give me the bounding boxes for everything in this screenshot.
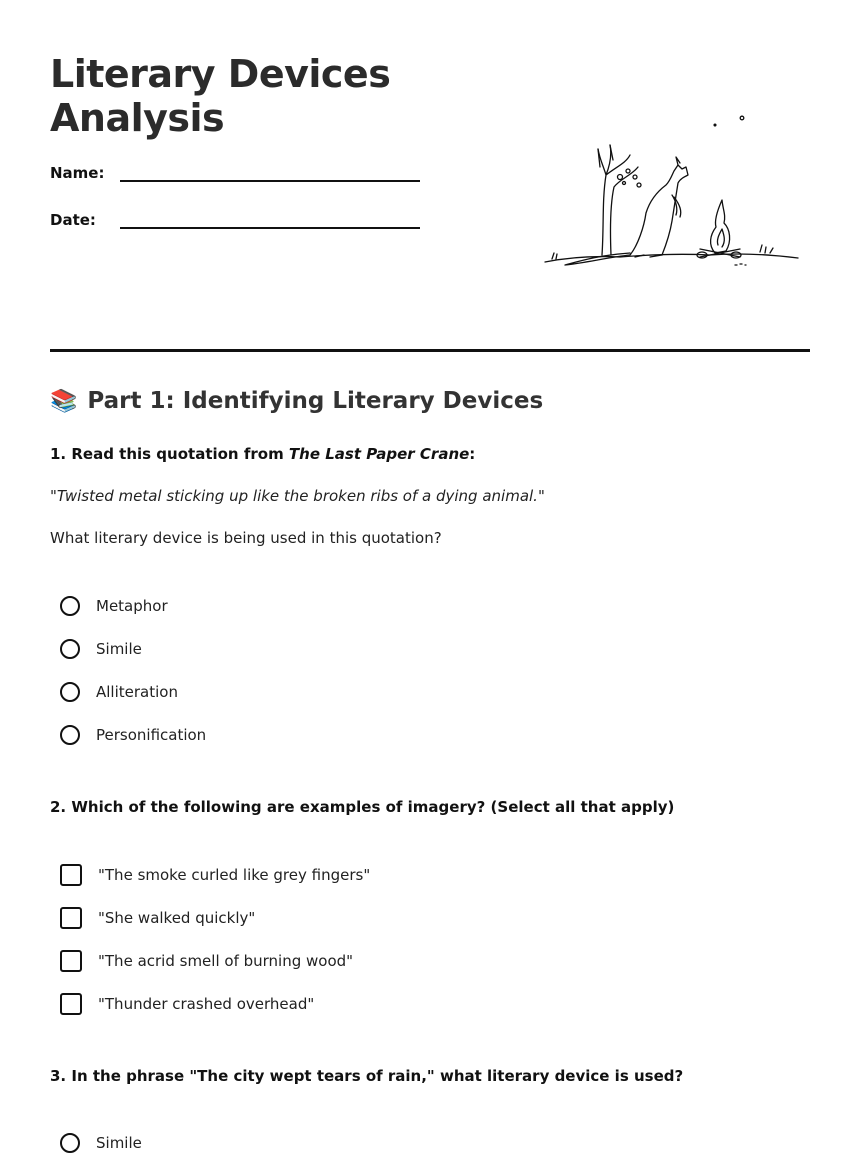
name-input-line[interactable] bbox=[120, 166, 420, 182]
section-divider bbox=[50, 349, 810, 352]
worksheet-page bbox=[50, 0, 810, 1161]
question-1-text bbox=[50, 445, 475, 463]
option-label: "Thunder crashed overhead" bbox=[98, 995, 315, 1013]
title-line-2: Analysis bbox=[50, 96, 225, 140]
option-label: Personification bbox=[96, 726, 207, 744]
name-field[interactable] bbox=[50, 164, 420, 182]
radio-circle-icon[interactable] bbox=[60, 596, 80, 616]
checkbox-icon[interactable] bbox=[60, 907, 82, 929]
option-label: Alliteration bbox=[96, 683, 178, 701]
q1-option-alliteration[interactable] bbox=[60, 682, 178, 702]
option-label: "The acrid smell of burning wood" bbox=[98, 952, 354, 970]
date-label: Date: bbox=[50, 211, 96, 229]
radio-circle-icon[interactable] bbox=[60, 682, 80, 702]
question-2-text: 2. Which of the following are examples of imagery? (Select all that apply) bbox=[50, 798, 675, 816]
section-heading-part-1 bbox=[50, 388, 543, 414]
kangaroo-campfire-illustration bbox=[540, 105, 810, 275]
q3-option-simile[interactable] bbox=[60, 1133, 142, 1153]
section-title: Part 1: Identifying Literary Devices bbox=[87, 388, 544, 414]
option-label: "The smoke curled like grey fingers" bbox=[98, 866, 371, 884]
page-title bbox=[50, 52, 390, 140]
question-1-quote: "Twisted metal sticking up like the broken ribs of a dying animal." bbox=[50, 487, 545, 505]
books-icon: 📚 bbox=[50, 388, 78, 414]
title-line-1: Literary Devices bbox=[50, 52, 391, 96]
option-label: Metaphor bbox=[96, 597, 168, 615]
option-label: "She walked quickly" bbox=[98, 909, 256, 927]
q1-option-simile[interactable] bbox=[60, 639, 142, 659]
q2-option-2[interactable] bbox=[60, 907, 255, 929]
radio-circle-icon[interactable] bbox=[60, 725, 80, 745]
checkbox-icon[interactable] bbox=[60, 950, 82, 972]
question-1-prefix: 1. Read this quotation from bbox=[50, 445, 289, 463]
radio-circle-icon[interactable] bbox=[60, 1133, 80, 1153]
q2-option-1[interactable] bbox=[60, 864, 370, 886]
checkbox-icon[interactable] bbox=[60, 993, 82, 1015]
q2-option-4[interactable] bbox=[60, 993, 314, 1015]
question-3-text: 3. In the phrase "The city wept tears of rain," what literary device is used? bbox=[50, 1067, 684, 1085]
question-1-prompt: What literary device is being used in this quotation? bbox=[50, 529, 442, 547]
date-field[interactable] bbox=[50, 211, 420, 229]
q1-option-metaphor[interactable] bbox=[60, 596, 168, 616]
q1-option-personification[interactable] bbox=[60, 725, 206, 745]
date-input-line[interactable] bbox=[120, 213, 420, 229]
question-1-book-title: The Last Paper Crane bbox=[288, 445, 470, 463]
option-label: Simile bbox=[96, 1134, 142, 1152]
q2-option-3[interactable] bbox=[60, 950, 353, 972]
checkbox-icon[interactable] bbox=[60, 864, 82, 886]
radio-circle-icon[interactable] bbox=[60, 639, 80, 659]
question-1-suffix: : bbox=[469, 445, 476, 463]
name-label: Name: bbox=[50, 164, 105, 182]
option-label: Simile bbox=[96, 640, 142, 658]
